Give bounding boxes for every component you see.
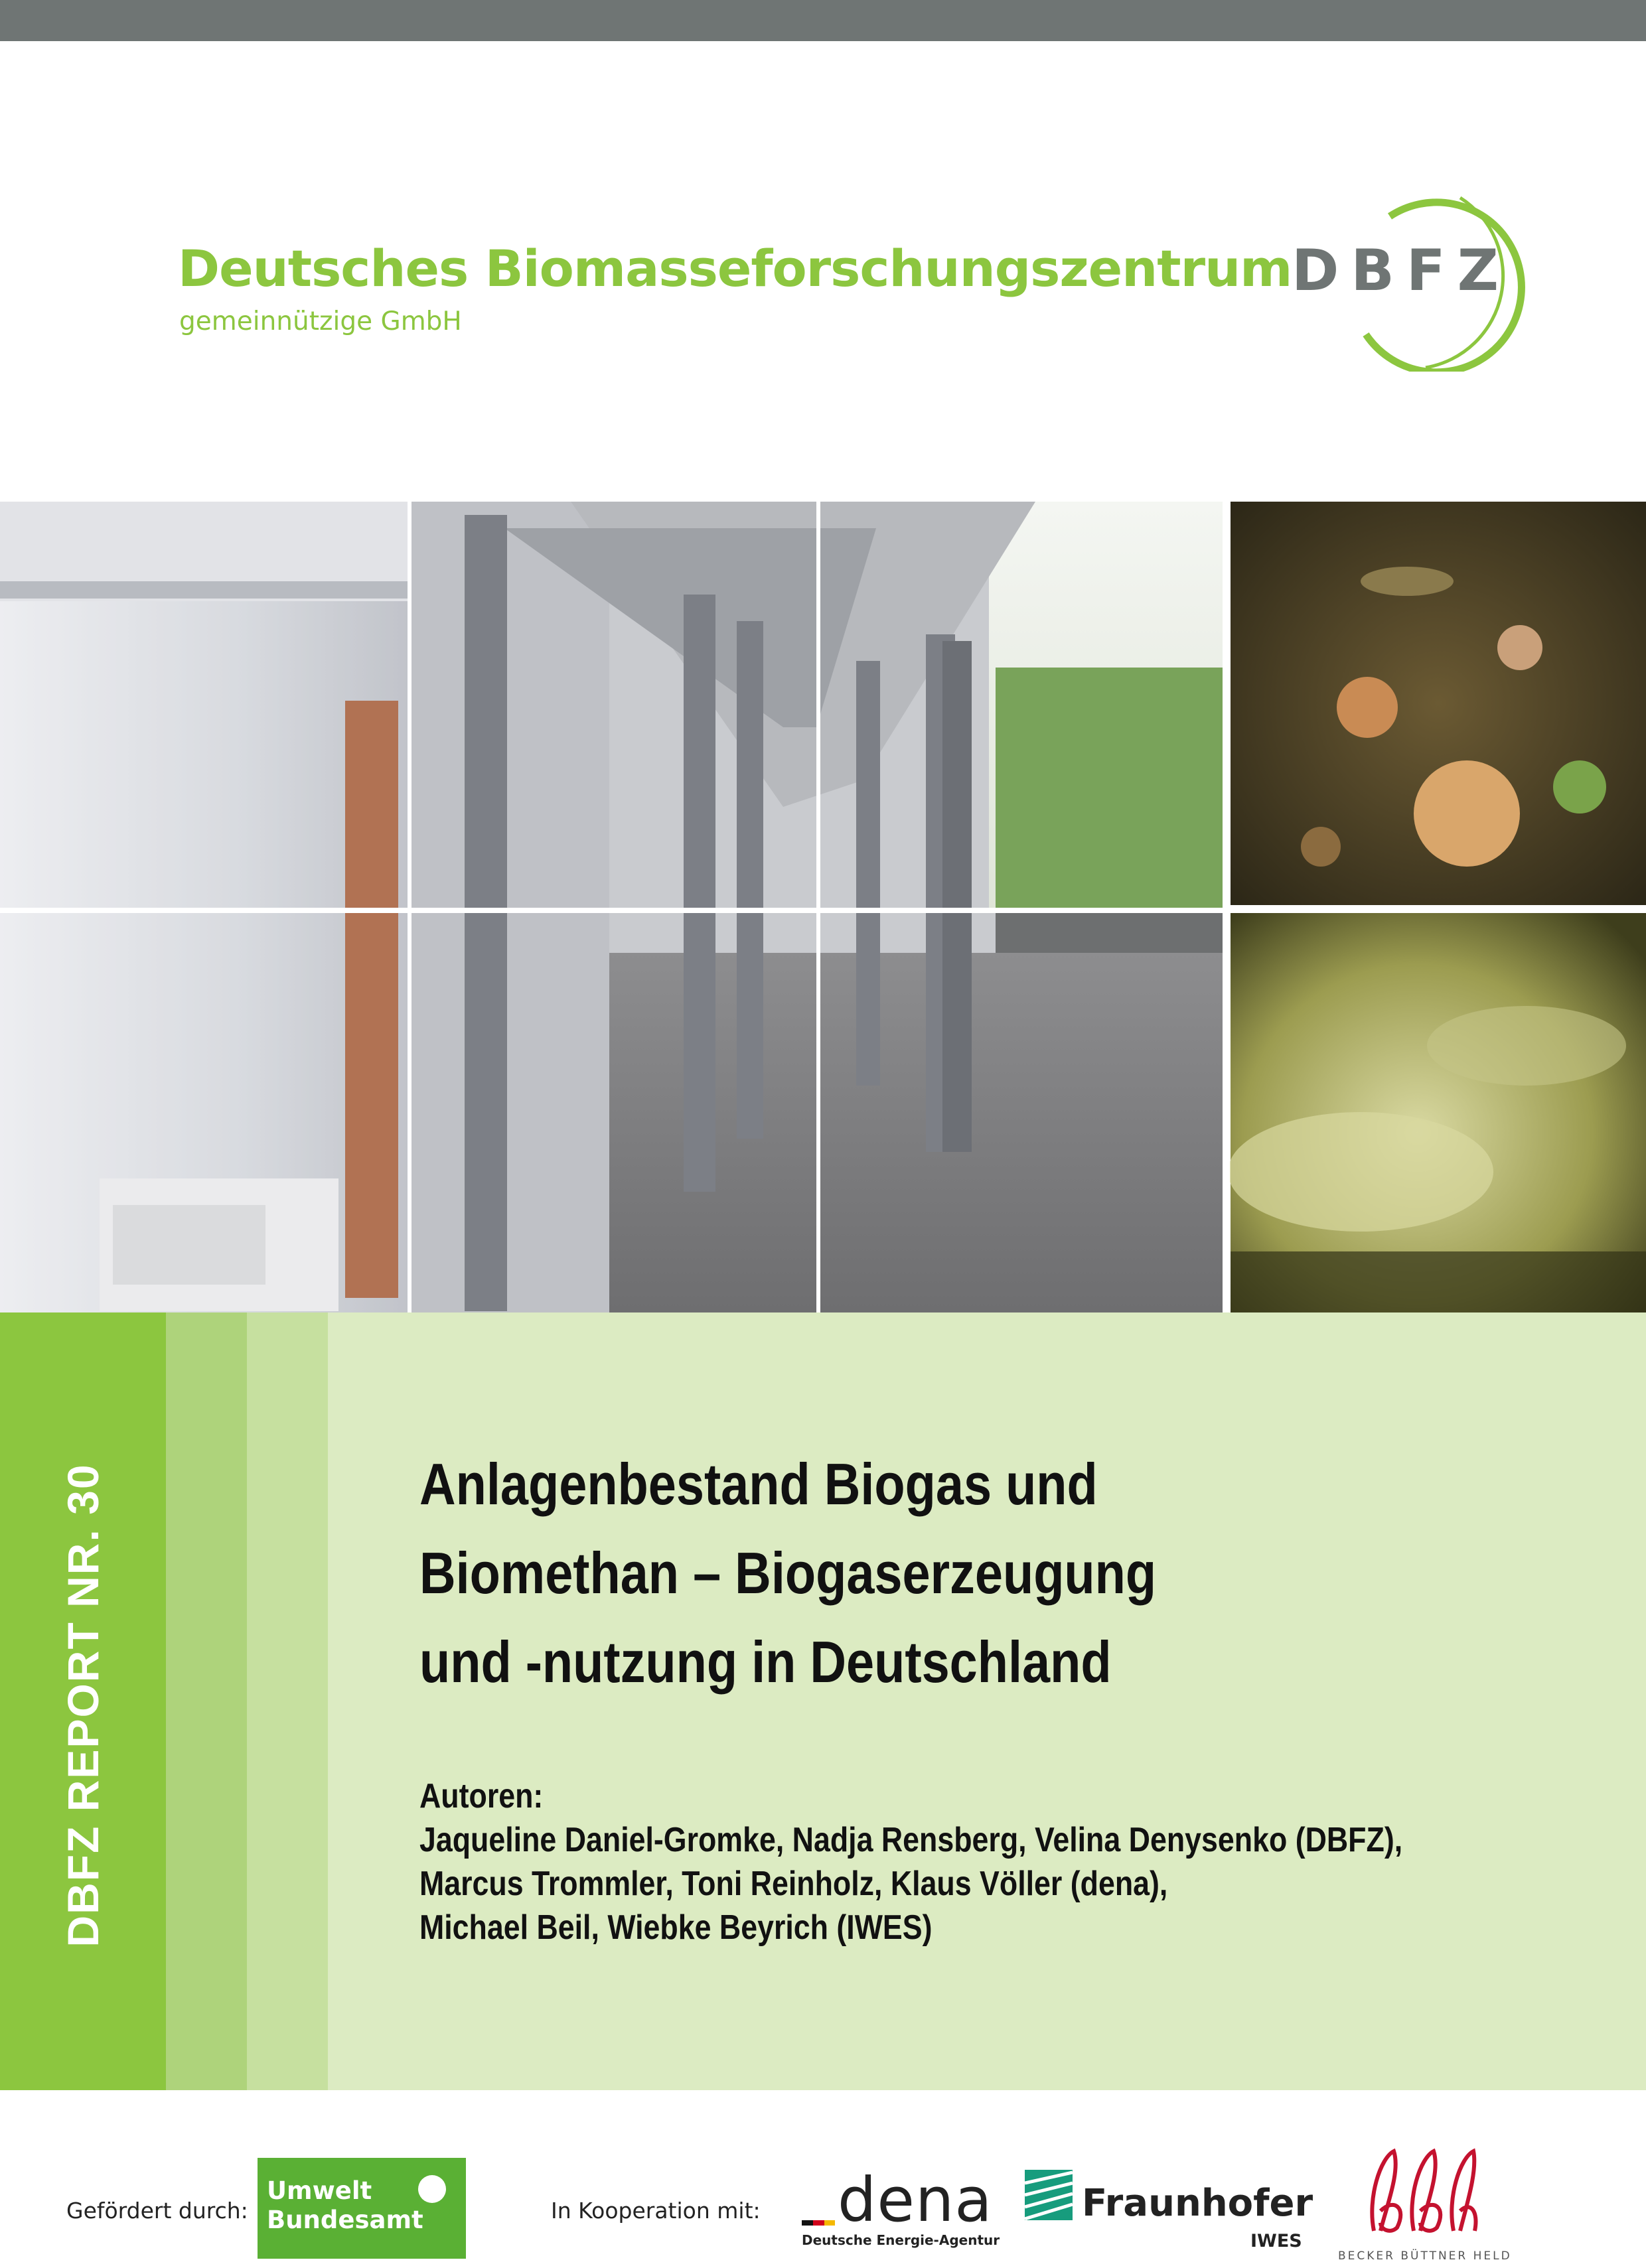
title-line: Biomethan – Biogaserzeugung xyxy=(419,1540,1157,1606)
dena-logo-text: dena xyxy=(838,2164,993,2235)
org-name: Deutsches Biomasseforschungszentrum xyxy=(178,239,1292,298)
bbh-subtitle: BECKER BÜTTNER HELD xyxy=(1338,2249,1512,2263)
bbh-logo-icon xyxy=(1361,2145,1480,2244)
uba-emblem-icon xyxy=(418,2175,446,2203)
dena-flag-bar-icon xyxy=(802,2220,835,2226)
authors-block xyxy=(419,1774,1402,1949)
top-bar xyxy=(0,0,1646,41)
uba-logo-line: Bundesamt xyxy=(267,2206,423,2234)
title-line: Anlagenbestand Biogas und xyxy=(419,1451,1098,1517)
fraunhofer-logo-icon xyxy=(1025,2170,1073,2220)
green-band-medium xyxy=(166,1312,247,2090)
green-band-light xyxy=(247,1312,328,2090)
uba-logo-text xyxy=(267,2176,423,2235)
authors-line: Marcus Trommler, Toni Reinholz, Klaus Völler (dena), xyxy=(419,1865,1168,1903)
fraunhofer-institute: IWES xyxy=(1250,2231,1302,2251)
report-series-label: DBFZ REPORT NR. 30 xyxy=(58,1463,108,1948)
authors-line: Michael Beil, Wiebke Beyrich (IWES) xyxy=(419,1908,933,1947)
umweltbundesamt-logo xyxy=(258,2158,466,2259)
cooperation-label: In Kooperation mit: xyxy=(551,2198,761,2224)
org-subtitle: gemeinnützige GmbH xyxy=(179,307,462,336)
dbfz-logo-text: DBFZ xyxy=(1292,238,1511,304)
title-line: und -nutzung in Deutschland xyxy=(419,1629,1112,1695)
authors-line: Jaqueline Daniel-Gromke, Nadja Rensberg, Velina Denysenko (DBFZ), xyxy=(419,1821,1403,1859)
report-title xyxy=(419,1440,1156,1707)
uba-logo-line: Umwelt xyxy=(267,2176,372,2205)
fraunhofer-logo-text: Fraunhofer xyxy=(1082,2182,1313,2225)
authors-label: Autoren: xyxy=(419,1777,544,1815)
dena-subtitle: Deutsche Energie-Agentur xyxy=(802,2232,1000,2248)
cover-photo-collage xyxy=(0,502,1646,1312)
funded-by-label: Gefördert durch: xyxy=(66,2198,248,2224)
